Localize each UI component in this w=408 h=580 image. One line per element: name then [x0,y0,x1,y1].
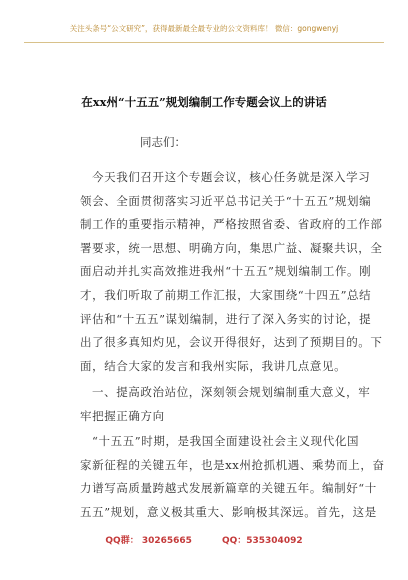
text-line: 领会、全面贯彻落实习近平总书记关于“十五五”规划编 [80,193,372,208]
paragraph-intro [80,166,383,378]
document-title: 在xx州“十五五”规划编制工作专题会议上的讲话 [81,95,327,109]
text-line: 制工作的重要指示精神，严格按照省委、省政府的工作部 [80,217,383,232]
text-line: 力谱写高质量跨越式发展新篇章的关键五年。编制好“十 [80,481,377,496]
header-divider [24,42,384,43]
text-line: 一、提高政治站位，深刻领会规划编制重大意义，牢 [92,385,371,399]
text-line: 五五”规划，意义极其重大、影响极其深远。首先，这是 [80,504,377,519]
paragraph-section-1 [80,430,385,524]
header-banner [0,23,408,43]
text-line: 今天我们召开这个专题会议，核心任务就是深入学习 [92,170,371,184]
text-line: 牢把握正确方向 [80,408,165,423]
qq-contact: QQ：535304092 [221,536,303,546]
text-line: 署要求，统一思想、明确方向，集思广益、凝聚共识，全 [80,240,383,255]
text-line: 面启动并扎实高效推进我州“十五五”规划编制工作。刚 [80,264,372,279]
text-line: “十五五”时期，是我国全面建设社会主义现代化国 [92,434,360,448]
text-line: 家新征程的关键五年，也是xx州抢抓机遇、乘势而上，奋 [80,457,385,472]
text-line: 评估和“十五五”谋划编制，进行了深入务实的讨论，提 [80,311,372,326]
salutation: 同志们： [140,135,186,149]
qq-group: QQ群： 30265665 [105,536,192,546]
text-line: 面，结合大家的发言和我州实际，我讲几点意见。 [80,358,347,373]
banner-text: 关注头条号“公文研究”，获得最新最全最专业的公文资料库！ 微信：gongwenyj [69,24,339,33]
section-heading-1 [80,381,371,428]
text-line: 出了很多真知灼见，会议开得很好，达到了预期目的。下 [80,335,383,350]
footer-contact [0,533,408,546]
text-line: 才，我们听取了前期工作汇报，大家围绕“十四五”总结 [80,287,372,302]
